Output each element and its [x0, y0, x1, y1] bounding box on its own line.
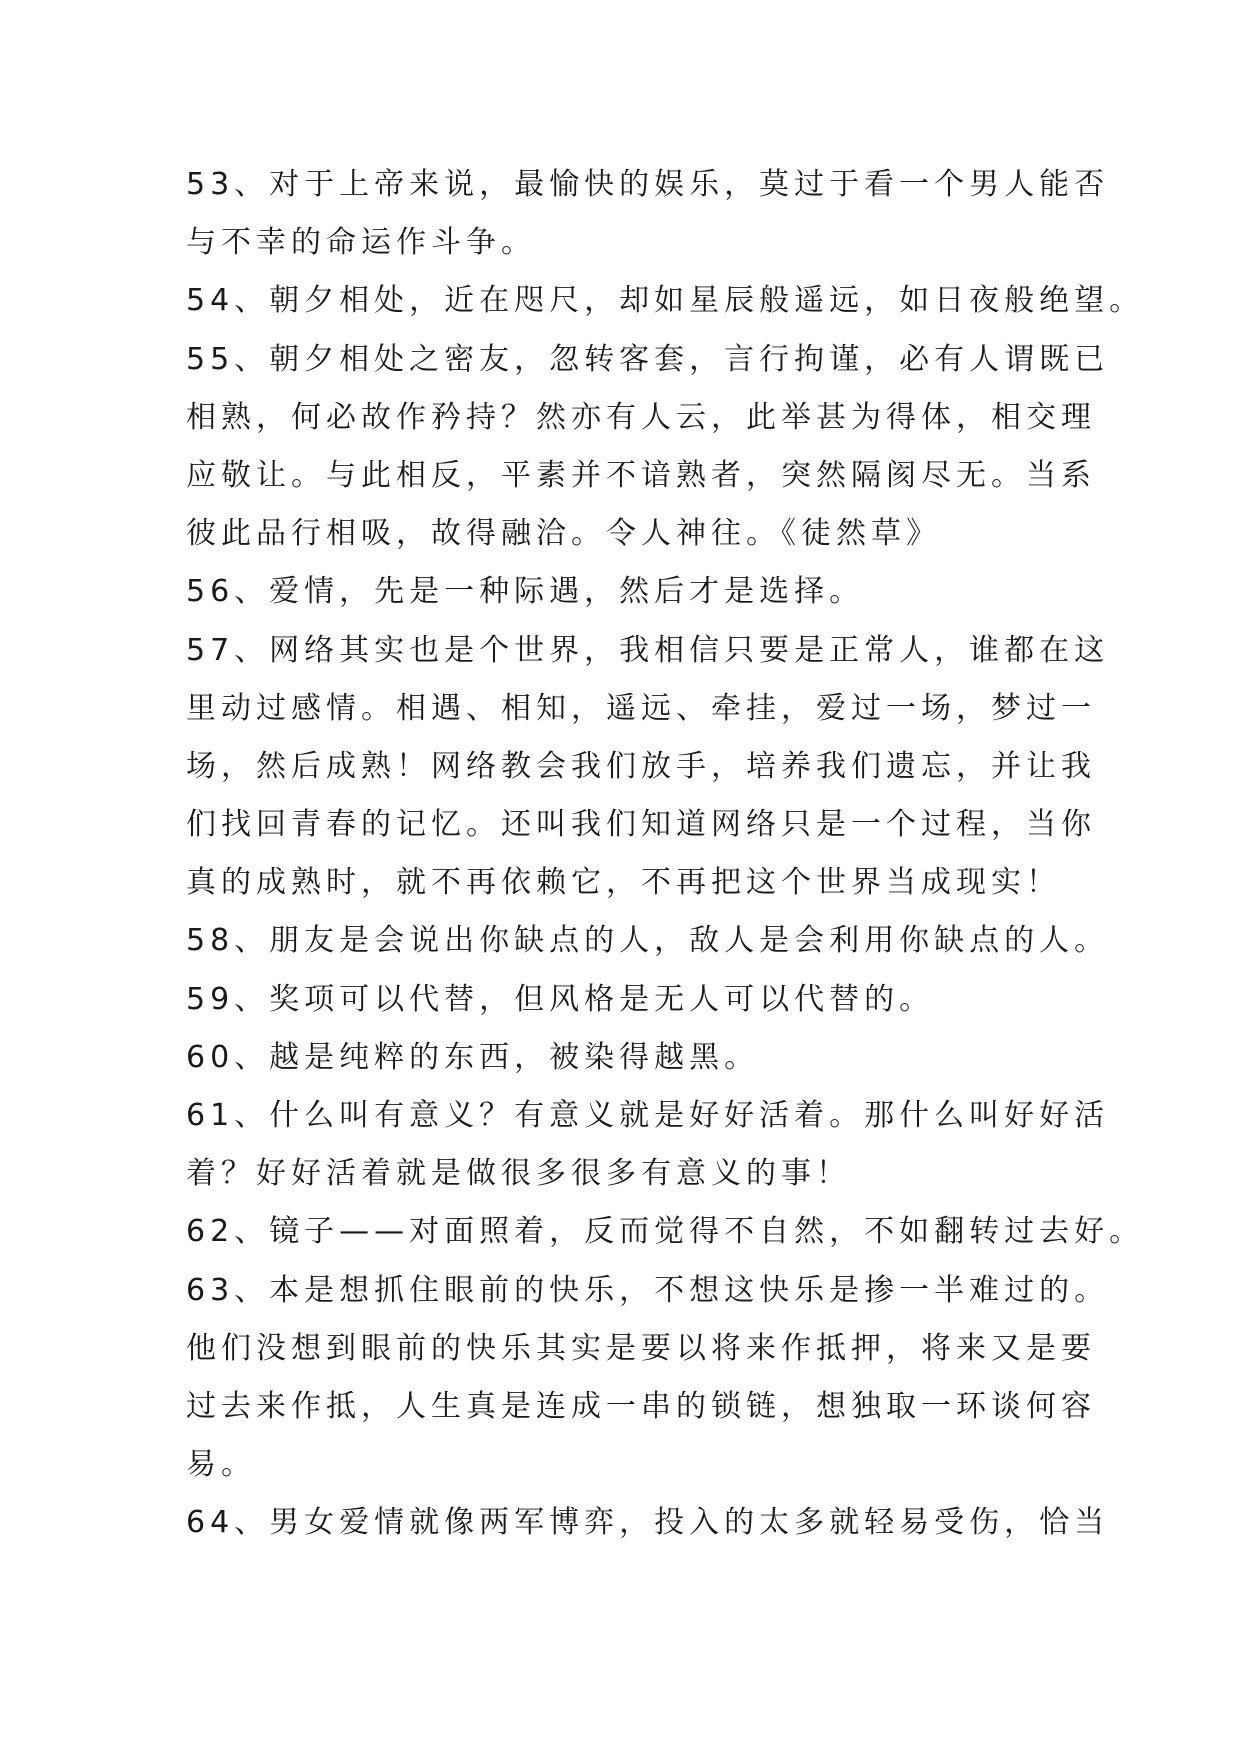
text-line: 53、对于上帝来说，最愉快的娱乐，莫过于看一个男人能否	[186, 167, 1110, 202]
text-line: 60、越是纯粹的东西，被染得越黑。	[186, 1039, 760, 1075]
text-line: 64、男女爱情就像两军博弈，投入的太多就轻易受伤，恰当	[186, 1505, 1110, 1541]
text-line: 与不幸的命运作斗争。	[186, 225, 536, 261]
text-line: 应敬让。与此相反，平素并不谙熟者，突然隔阂尽无。当系	[186, 457, 1096, 493]
text-line: 54、朝夕相处，近在咫尺，却如星辰般遥远，如日夜般绝望。	[186, 283, 1145, 319]
text-line: 相熟，何必故作矜持？然亦有人云，此举甚为得体，相交理	[186, 399, 1096, 435]
text-line: 彼此品行相吸，故得融洽。令人神往。《徒然草》	[186, 516, 941, 552]
text-line: 里动过感情。相遇、相知，遥远、牵挂，爱过一场，梦过一	[186, 690, 1096, 726]
text-line: 过去来作抵，人生真是连成一串的锁链，想独取一环谈何容	[186, 1388, 1096, 1424]
text-line: 63、本是想抓住眼前的快乐，不想这快乐是掺一半难过的。	[186, 1272, 1110, 1308]
text-line: 着？好好活着就是做很多很多有意义的事！	[186, 1156, 851, 1192]
text-line: 易。	[186, 1447, 256, 1483]
text-line: 他们没想到眼前的快乐其实是要以将来作抵押，将来又是要	[186, 1330, 1096, 1366]
document-body	[186, 156, 1145, 1553]
text-line: 场，然后成熟！网络教会我们放手，培养我们遗忘，并让我	[186, 748, 1096, 784]
text-line: 61、什么叫有意义？有意义就是好好活着。那什么叫好好活	[186, 1098, 1110, 1133]
text-line: 真的成熟时，就不再依赖它，不再把这个世界当成现实！	[186, 865, 1061, 901]
text-line: 58、朋友是会说出你缺点的人，敌人是会利用你缺点的人。	[186, 923, 1110, 959]
text-line: 62、镜子——对面照着，反而觉得不自然，不如翻转过去好。	[186, 1214, 1145, 1250]
text-line: 57、网络其实也是个世界，我相信只要是正常人，谁都在这	[186, 632, 1110, 668]
text-line: 55、朝夕相处之密友，忽转客套，言行拘谨，必有人谓既已	[186, 341, 1110, 377]
text-line: 们找回青春的记忆。还叫我们知道网络只是一个过程，当你	[186, 807, 1096, 843]
text-line: 59、奖项可以代替，但风格是无人可以代替的。	[186, 981, 935, 1017]
text-line: 56、爱情，先是一种际遇，然后才是选择。	[186, 574, 865, 610]
